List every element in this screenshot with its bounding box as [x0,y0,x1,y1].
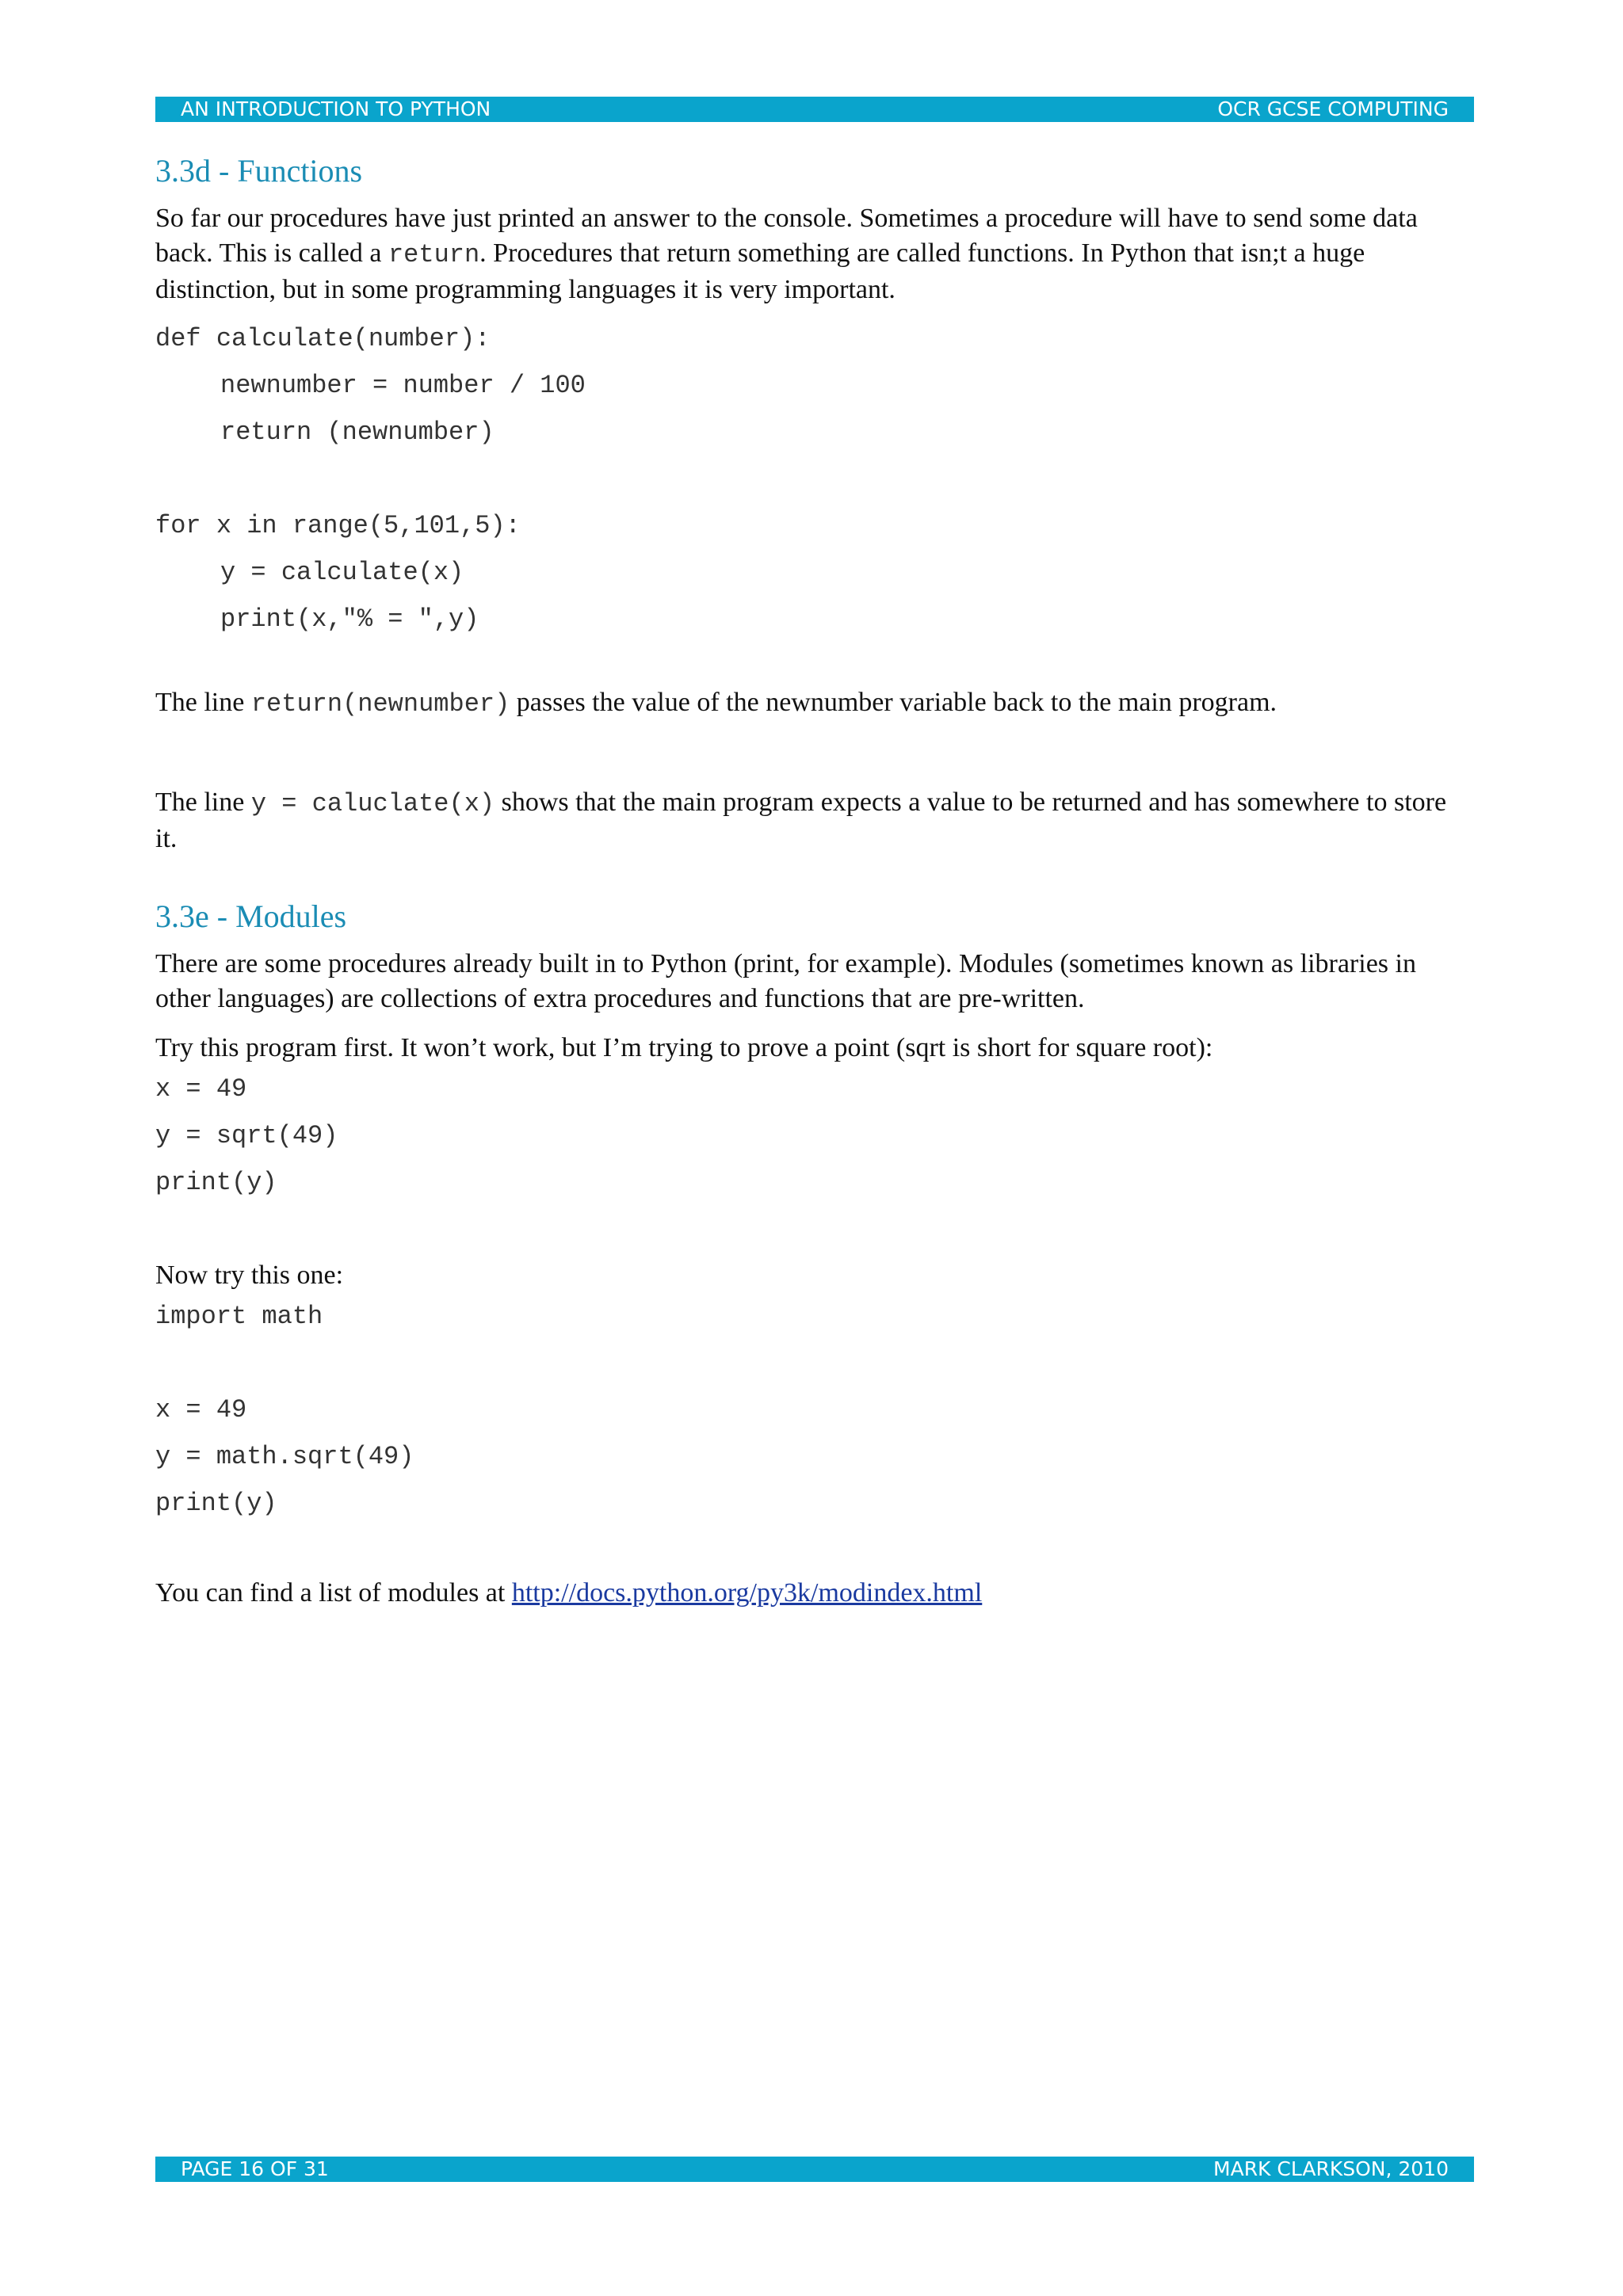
code-line: x = 49 [155,1395,247,1425]
page-content [155,151,1474,1611]
code-line: newnumber = number / 100 [220,371,586,400]
code-line: print(x,"% = ",y) [220,605,479,634]
modules-try-first: Try this program first. It won’t work, but I’m trying to prove a point (sqrt is short for square root): [155,1033,1213,1062]
note2-b: shows that the main program expects a value to be returned and has somewhere to store it. [155,788,1447,853]
code-blank-line [155,456,1474,502]
code-line: return (newnumber) [220,418,495,447]
code-line: import math [155,1302,323,1331]
modules-index-link[interactable]: http://docs.python.org/py3k/modindex.html [511,1578,983,1608]
header-left: AN INTRODUCTION TO PYTHON [181,97,491,120]
functions-code-block [155,315,1474,643]
modules-find-list [155,1576,1474,1611]
code-line: y = math.sqrt(49) [155,1442,414,1471]
modules-intro: There are some procedures already built in to Python (print, for example). Modules (sometimes known as libraries in other languages) are collections of extra procedures and functions that are pre-written. [155,949,1416,1013]
functions-intro [155,201,1474,307]
code-line: def calculate(number): [155,324,491,353]
modules-heading: 3.3e - Modules [155,898,347,934]
code-line: for x in range(5,101,5): [155,511,521,540]
footer-author: MARK CLARKSON, 2010 [1213,2157,1449,2180]
code-line: print(y) [155,1489,277,1518]
code-line: y = sqrt(49) [155,1121,338,1150]
note1-a: The line [155,688,251,717]
code-line: x = 49 [155,1074,247,1104]
note2-a: The line [155,788,251,817]
footer-page-number: PAGE 16 OF 31 [181,2157,329,2180]
functions-note-return [155,685,1474,722]
code-line: y = calculate(x) [220,558,464,587]
functions-intro-a: So far our procedures have just printed an answer to the console. Sometimes a procedure will have to send some data back. This is called a [155,204,1418,268]
find-text: You can find a list of modules at [155,1578,512,1608]
code-blank-line [155,1340,1474,1386]
functions-intro-b: . Procedures that return something are called functions. In Python that isn;t a huge distinction, but in some programming languages it is very important. [155,238,1365,304]
code-line: print(y) [155,1168,277,1197]
functions-note-assignment [155,785,1474,856]
modules-now-try: Now try this one: [155,1261,344,1290]
note1-code: return(newnumber) [250,689,510,719]
functions-intro-code: return [388,240,480,269]
functions-heading: 3.3d - Functions [155,153,363,189]
note2-code: y = caluclate(x) [250,789,495,818]
modules-code-block-1 [155,1066,1474,1206]
note1-b: passes the value of the newnumber variable back to the main program. [510,688,1277,717]
modules-code-block-2 [155,1293,1474,1527]
footer-band [155,2157,1474,2182]
header-right: OCR GCSE COMPUTING [1217,97,1449,120]
header-band [155,97,1474,122]
